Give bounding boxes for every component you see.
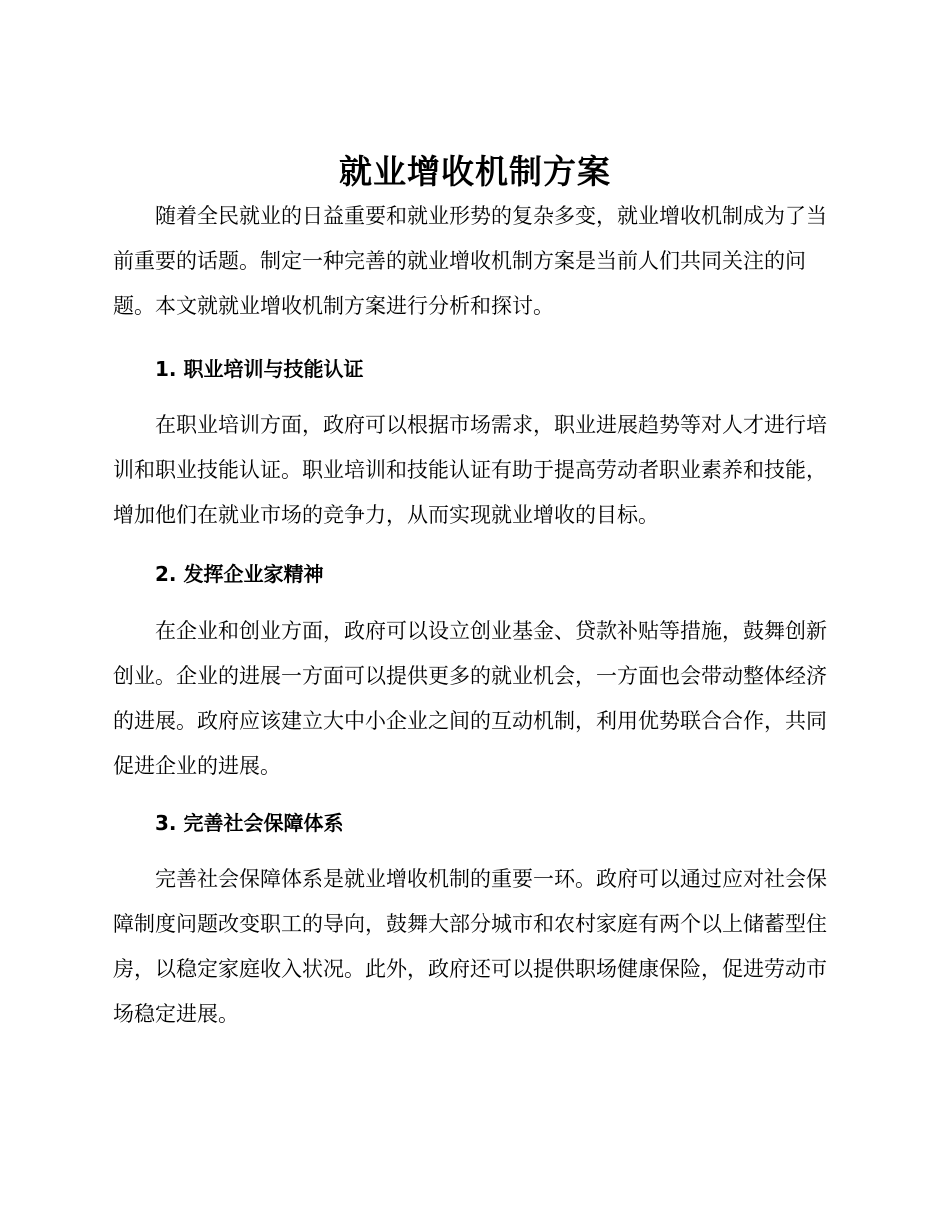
section-2-body: 在企业和创业方面，政府可以设立创业基金、贷款补贴等措施，鼓舞创新创业。企业的进展一方面可以提供更多的就业机会，一方面也会带动整体经济的进展。政府应该建立大中小企业之间的互动机制，利用优势联合合作，共同促进企业的进展。	[113, 619, 827, 778]
section-2-heading: 2. 发挥企业家精神	[155, 562, 324, 586]
section-3-body: 完善社会保障体系是就业增收机制的重要一环。政府可以通过应对社会保障制度问题改变职工的导向，鼓舞大部分城市和农村家庭有两个以上储蓄型住房，以稳定家庭收入状况。此外，政府还可以提供职场健康保险，促进劳动市场稳定进展。	[113, 867, 827, 1026]
intro-paragraph: 随着全民就业的日益重要和就业形势的复杂多变，就业增收机制成为了当前重要的话题。制定一种完善的就业增收机制方案是当前人们共同关注的问题。本文就就业增收机制方案进行分析和探讨。	[113, 204, 827, 318]
section-1-heading: 1. 职业培训与技能认证	[155, 357, 364, 381]
section-1-body: 在职业培训方面，政府可以根据市场需求，职业进展趋势等对人才进行培训和职业技能认证。职业培训和技能认证有助于提高劳动者职业素养和技能，增加他们在就业市场的竞争力，从而实现就业增收的目标。	[113, 413, 827, 527]
document-title: 就业增收机制方案	[339, 152, 611, 191]
section-3-heading: 3. 完善社会保障体系	[155, 811, 344, 835]
